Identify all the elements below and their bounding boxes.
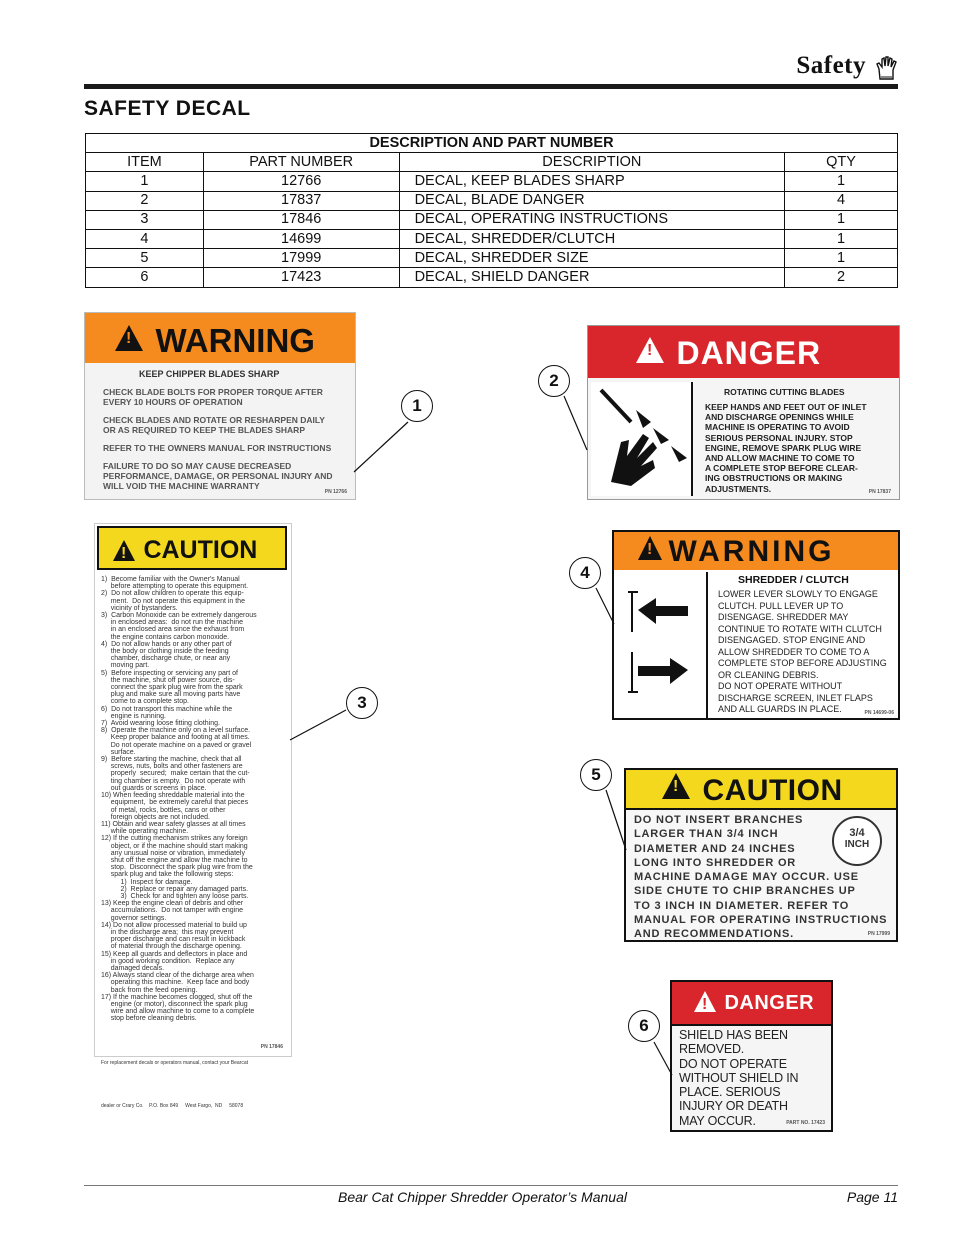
decal-line: CHECK BLADES AND ROTATE OR RESHARPEN DAILY <box>103 415 325 425</box>
decal-line: 6) Do not transport this machine while the <box>101 705 233 713</box>
decal-line: 15) Keep all guards and deflectors in place and <box>101 950 248 958</box>
decal-line: 1) Inspect for damage. <box>101 878 193 886</box>
decal-line: 13) Keep the engine clean of debris and other <box>101 900 244 908</box>
cell-item: 1 <box>86 172 204 191</box>
decal-line: vicinity of bystanders. <box>101 604 178 612</box>
decal-part-number: PN 17846 <box>260 1044 283 1050</box>
cell-qty: 1 <box>785 249 898 268</box>
decal-line: the engine contains carbon monoxide. <box>101 633 230 641</box>
col-header-description: DESCRIPTION <box>399 153 785 172</box>
decal-line: damaged decals. <box>101 964 165 972</box>
decal-line: accumulations. Do not tamper with engine <box>101 907 244 915</box>
decal-line: CLUTCH. PULL LEVER UP TO <box>718 600 844 611</box>
decal-line: A COMPLETE STOP BEFORE CLEAR- <box>705 463 858 474</box>
decal-line: DIAMETER AND 24 INCHES <box>634 842 796 855</box>
decal-line: REMOVED. <box>679 1042 745 1057</box>
decal-line: shut off the engine and allow the machine to <box>101 856 248 864</box>
cell-item: 6 <box>86 268 204 287</box>
decal-line: LARGER THAN 3/4 INCH <box>634 828 779 841</box>
decal-line: plug and make sure all moving parts have <box>101 691 241 699</box>
decal-line: ting chamber is empty. Do not operate with <box>101 777 246 785</box>
decal-signal-word: WARNING <box>155 322 315 359</box>
callout-6: 6 <box>628 1010 660 1042</box>
decal-line: DISENGAGE. SHREDDER MAY <box>718 612 849 622</box>
callout-4: 4 <box>569 557 601 589</box>
decal-line: any unusual noise or vibration, immediately <box>101 849 245 857</box>
decal-line: WILL VOID THE MACHINE WARRANTY <box>103 481 260 491</box>
decal-line: in enclosed areas: do not run the machine <box>101 619 244 627</box>
decal-line: PERFORMANCE, DAMAGE, OR PERSONAL INJURY AND <box>103 471 333 481</box>
decal-line: 16) Always stand clear of the dicharge area when <box>101 972 254 980</box>
decal-line: CHECK BLADE BOLTS FOR PROPER TORQUE AFTER <box>103 387 323 397</box>
cell-item: 2 <box>86 191 204 210</box>
cell-qty: 2 <box>785 268 898 287</box>
decal-part-number: PN 17999 <box>867 931 890 937</box>
decal-line: properly secured; make certain that the cut- <box>101 770 250 778</box>
callout-1: 1 <box>401 390 433 422</box>
decal-line: MACHINE DAMAGE MAY OCCUR. USE <box>634 871 859 884</box>
decal-line: DO NOT OPERATE <box>679 1056 787 1071</box>
decal-line: of metal, rocks, bottles, cans or other <box>101 806 226 814</box>
decal-line: REFER TO THE OWNERS MANUAL FOR INSTRUCTIONS <box>103 443 332 453</box>
decal-line: AND RECOMMENDATIONS. <box>634 928 795 941</box>
decal-line: 1) Become familiar with the Owner's Manual <box>101 576 240 583</box>
cell-item: 3 <box>86 210 204 229</box>
decal-line: DO NOT OPERATE WITHOUT <box>718 681 843 691</box>
decal-line: stop. Disconnect the spark plug wire from the <box>101 864 253 872</box>
decal-line: DO NOT INSERT BRANCHES <box>634 814 804 826</box>
decal-line: screws, nuts, bolts and other fasteners are <box>101 763 243 771</box>
decal-line: surface. <box>101 748 136 756</box>
decal-line: DISENGAGED. STOP ENGINE AND <box>718 635 866 645</box>
decal-line: engine is running. <box>101 712 166 720</box>
cell-description: DECAL, OPERATING INSTRUCTIONS <box>399 210 785 229</box>
decal-line: TO 3 INCH IN DIAMETER. REFER TO <box>634 899 850 912</box>
col-header-qty: QTY <box>785 153 898 172</box>
decal-line: WITHOUT SHIELD IN <box>679 1070 799 1085</box>
decal-line: 14) Do not allow processed material to build up <box>101 921 247 929</box>
decal-line: SERIOUS PERSONAL INJURY. STOP <box>705 432 853 443</box>
decal-line: in an enclosed area since the exhaust from <box>101 626 245 634</box>
leader-line-3 <box>290 710 346 740</box>
decal-line: ALLOW SHREDDER TO COME TO A <box>718 646 870 657</box>
decal-line: the body or clothing inside the feeding <box>101 648 229 656</box>
decal-line: 2) Do not allow children to operate this equip- <box>101 590 244 598</box>
decal-line: INJURY OR DEATH <box>679 1099 788 1114</box>
footer-page-number: Page 11 <box>846 1189 898 1205</box>
cell-part-number: 14699 <box>203 229 399 248</box>
table-caption: DESCRIPTION AND PART NUMBER <box>86 134 898 153</box>
decal-line: OR CLEANING DEBRIS. <box>718 669 819 680</box>
decal-line: LOWER LEVER SLOWLY TO ENGAGE <box>718 589 878 599</box>
cell-part-number: 17846 <box>203 210 399 229</box>
decal-line: 3) Check for and tighten any loose parts. <box>101 892 249 900</box>
leader-line-4 <box>596 588 614 624</box>
decal-part-number: PN 14699-06 <box>864 710 894 716</box>
cell-description: DECAL, KEEP BLADES SHARP <box>399 172 785 191</box>
decal-line: ment. Do not operate this equipment in the <box>101 597 245 605</box>
cell-description: DECAL, BLADE DANGER <box>399 191 785 210</box>
decal-signal-word: CAUTION <box>702 774 843 807</box>
decal-line: AND DISCHARGE OPENINGS WHILE <box>705 412 854 423</box>
decal-line: in the discharge area; this may prevent <box>101 928 234 936</box>
decal-line: moving part. <box>101 662 150 670</box>
page-section-title: Safety <box>796 52 866 79</box>
decal-part-number: PN 12766 <box>324 489 347 495</box>
decal-line: of material through the discharge opening. <box>101 943 242 951</box>
section-title: SAFETY DECAL <box>84 97 251 120</box>
decal-line: ADJUSTMENTS. <box>705 483 772 494</box>
col-header-item: ITEM <box>86 153 204 172</box>
cell-item: 4 <box>86 229 204 248</box>
decal-part-number: PART NO. 17423 <box>786 1120 825 1126</box>
decal-heading: ROTATING CUTTING BLADES <box>724 387 845 397</box>
cell-qty: 1 <box>785 210 898 229</box>
decal-line: KEEP HANDS AND FEET OUT OF INLET <box>705 402 867 412</box>
cell-part-number: 17999 <box>203 249 399 268</box>
decal-line: 7) Avoid wearing loose fitting clothing. <box>101 720 220 728</box>
decal-line: Do not operate machine on a paved or gravel <box>101 741 252 749</box>
decal-line: COMPLETE STOP BEFORE ADJUSTING <box>718 658 887 668</box>
decal-line: chamber, discharge chute, or near any <box>101 655 231 663</box>
decal-line: equipment, be extremely careful that pieces <box>101 799 249 807</box>
decal-line: SIDE CHUTE TO CHIP BRANCHES UP <box>634 885 856 898</box>
cell-description: DECAL, SHIELD DANGER <box>399 268 785 287</box>
decal-line: OR AS REQUIRED TO KEEP THE BLADES SHARP <box>103 425 305 435</box>
cell-description: DECAL, SHREDDER SIZE <box>399 249 785 268</box>
decal-line: connect the spark plug wire from the spark <box>101 684 243 692</box>
decal-line: Keep proper balance and footing at all times. <box>101 734 250 742</box>
size-badge-value: 3/4 <box>849 827 865 839</box>
decal-signal-word: DANGER <box>676 335 822 371</box>
decal-line: back from the feed opening. <box>101 986 198 994</box>
decal-line: in good working condition. Replace any <box>101 957 235 965</box>
decal-line: ENGINE, REMOVE SPARK PLUG WIRE <box>705 442 862 453</box>
col-header-part-number: PART NUMBER <box>203 153 399 172</box>
decal-line: 3) Carbon Monoxide can be extremely dangerous <box>101 612 257 620</box>
decal-line: proper discharge and can result in kickback <box>101 936 246 944</box>
decal-line: LONG INTO SHREDDER OR <box>634 856 797 869</box>
decal-line: AND ALL GUARDS IN PLACE. <box>718 704 842 714</box>
decal-line: 8) Operate the machine only on a level surface. <box>101 727 251 735</box>
decal-part-number: PN 17837 <box>868 489 891 495</box>
decal-line: EVERY 10 HOURS OF OPERATION <box>103 397 243 407</box>
decal-heading: KEEP CHIPPER BLADES SHARP <box>139 369 280 379</box>
decal-line: 9) Before starting the machine, check that all <box>101 756 242 764</box>
decal-line: SHIELD HAS BEEN <box>679 1028 788 1042</box>
decal-line: 17) If the machine becomes clogged, shut off the <box>101 993 253 1001</box>
cell-part-number: 17837 <box>203 191 399 210</box>
decal-line: FAILURE TO DO SO MAY CAUSE DECREASED <box>103 461 292 471</box>
callout-3: 3 <box>346 687 378 719</box>
decal-line: out guards or screens in place. <box>101 784 207 792</box>
leader-line-6 <box>654 1042 672 1075</box>
decal-line: DISCHARGE SCREEN, INLET FLAPS <box>718 692 873 703</box>
cell-description: DECAL, SHREDDER/CLUTCH <box>399 229 785 248</box>
decal-line: 10) When feeding shreddable material into the <box>101 792 245 800</box>
cell-part-number: 12766 <box>203 172 399 191</box>
decal-signal-word: CAUTION <box>143 536 258 564</box>
leader-line-1 <box>354 422 408 472</box>
decal-footer-line: For replacement decals or operators manual, contact your Bearcat <box>101 1060 249 1066</box>
decal-signal-word: DANGER <box>724 992 815 1014</box>
decal-line: MANUAL FOR OPERATING INSTRUCTIONS <box>634 914 888 927</box>
decal-line: MACHINE IS OPERATING TO AVOID <box>705 422 850 433</box>
cell-item: 5 <box>86 249 204 268</box>
decal-line: governor settings. <box>101 914 167 922</box>
decal-line: MAY OCCUR. <box>679 1113 756 1128</box>
decal-line: CONTINUE TO ROTATE WITH CLUTCH <box>718 623 882 634</box>
decal-line: engine (or motor), disconnect the spark plug <box>101 1000 248 1008</box>
cell-qty: 4 <box>785 191 898 210</box>
decal-line: spark plug and take the following steps: <box>101 871 234 879</box>
decal-line: before attempting to operate this equipment. <box>101 583 249 591</box>
decal-line: PLACE. SERIOUS <box>679 1085 781 1100</box>
decal-line: stop before cleaning debris. <box>101 1015 197 1023</box>
callout-2: 2 <box>538 365 570 397</box>
leader-line-2 <box>564 396 587 450</box>
decal-line: 2) Replace or repair any damaged parts. <box>101 885 249 893</box>
decal-line: 12) If the cutting mechanism strikes any foreign <box>101 835 248 843</box>
size-badge-unit: INCH <box>844 839 870 850</box>
decal-line: AND ALLOW MACHINE TO COME TO <box>705 453 855 464</box>
cell-qty: 1 <box>785 172 898 191</box>
footer-rule <box>84 1185 898 1186</box>
cell-part-number: 17423 <box>203 268 399 287</box>
decal-line: ING OBSTRUCTIONS OR MAKING <box>705 473 843 484</box>
decal-line: while operating machine. <box>101 828 189 836</box>
footer-manual-title: Bear Cat Chipper Shredder Operator’s Manual <box>338 1189 627 1205</box>
leader-line-5 <box>606 790 626 850</box>
decal-line: object, or if the machine should start making <box>101 842 248 850</box>
decal-heading: SHREDDER / CLUTCH <box>738 574 849 586</box>
decal-line: the machine, shut off power source, dis- <box>101 676 235 684</box>
decal-signal-word: WARNING <box>668 535 835 568</box>
decal-line: operating this machine. Keep face and body <box>101 979 250 987</box>
decal-footer-line: dealer or Crary Co. P.O. Box 849 West Fargo, ND 58078 <box>101 1103 244 1109</box>
decal-line: come to a complete stop. <box>101 698 189 706</box>
decal-line: 4) Do not allow hands or any other part of <box>101 640 232 648</box>
decal-line: foreign objects are not included. <box>101 813 210 821</box>
decal-line: 11) Obtain and wear safety glasses at all times <box>101 820 246 828</box>
decal-line: wire and allow machine to come to a complete <box>101 1008 255 1016</box>
cell-qty: 1 <box>785 229 898 248</box>
decal-line: 5) Before inspecting or servicing any part of <box>101 669 238 677</box>
callout-5: 5 <box>580 759 612 791</box>
